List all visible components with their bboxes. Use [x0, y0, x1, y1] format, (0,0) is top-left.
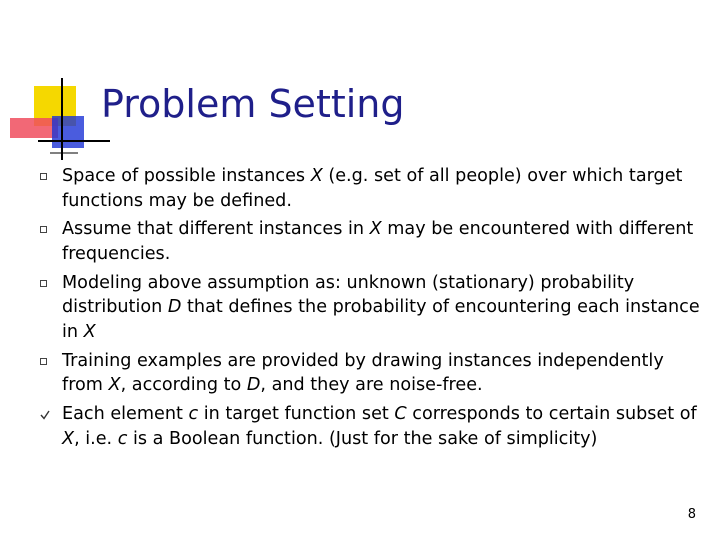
bullet-list	[40, 164, 700, 455]
square-bullet-icon	[40, 280, 47, 287]
page-number: 8	[687, 507, 696, 522]
italic-variable: D	[246, 375, 261, 396]
bullet-item	[40, 349, 700, 398]
bullet-text: Training examples are provided by drawing instances independently from	[62, 350, 664, 396]
bullet-text: , and they are noise-free.	[260, 375, 483, 396]
bullet-text: (e.g. set of all people) over which target functions may be defined.	[62, 166, 683, 211]
square-bullet-icon	[40, 173, 47, 180]
bullet-text: , according to	[120, 375, 247, 396]
italic-variable: X	[83, 321, 96, 342]
italic-variable: D	[167, 297, 182, 318]
bullet-text: , i.e.	[74, 428, 118, 449]
slide-title: Problem Setting	[101, 82, 405, 126]
italic-variable: X	[108, 375, 121, 396]
bullet-text: that defines the probability of encountering each instance in	[62, 297, 700, 342]
italic-variable: X	[62, 428, 75, 449]
blue-square-shape	[52, 116, 84, 148]
bullet-text: Space of possible instances	[62, 166, 311, 186]
square-bullet-icon	[40, 358, 47, 365]
italic-variable: c	[188, 404, 199, 425]
italic-variable: C	[394, 404, 407, 425]
square-bullet-icon	[40, 226, 47, 233]
red-bar-shape	[10, 118, 58, 138]
bullet-text: Modeling above assumption as: unknown (stationary) probability distribution	[62, 272, 635, 318]
bullet-text: may be encountered with different frequencies.	[62, 219, 694, 264]
bullet-text: corresponds to certain subset of	[406, 404, 697, 425]
bullet-text: is a Boolean function. (Just for the sake of simplicity)	[127, 428, 598, 449]
bullet-text: in target function set	[198, 404, 395, 425]
bullet-text: Each element	[62, 404, 189, 425]
italic-variable: c	[117, 428, 128, 449]
checkmark-icon	[40, 410, 50, 420]
bullet-item	[40, 271, 700, 345]
bullet-item	[40, 402, 700, 451]
italic-variable: X	[310, 166, 323, 186]
italic-variable: X	[369, 219, 382, 240]
bullet-item	[40, 217, 700, 266]
bullet-text: Assume that different instances in	[62, 219, 370, 240]
bullet-item	[40, 164, 700, 213]
